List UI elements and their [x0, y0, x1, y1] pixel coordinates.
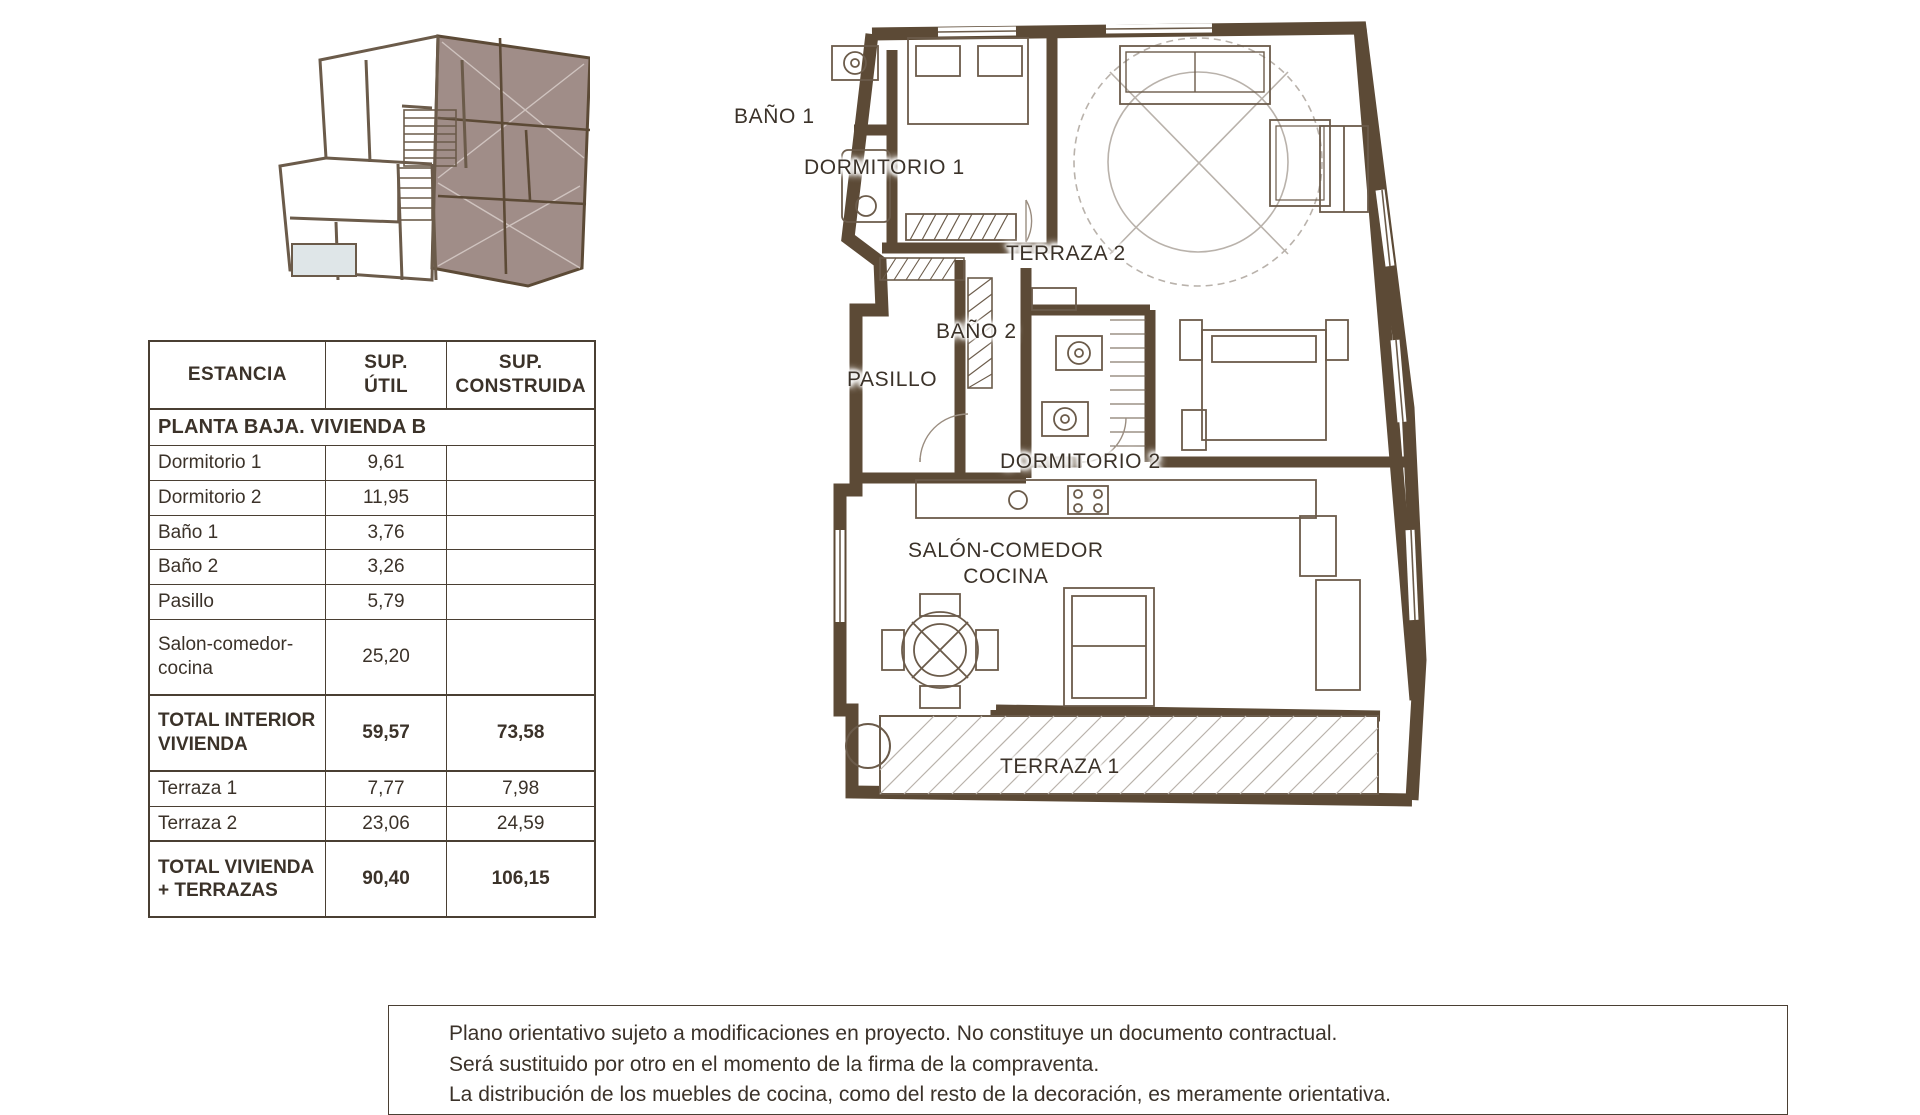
section-title: PLANTA BAJA. VIVIENDA B: [149, 409, 595, 446]
table-section-row: [149, 409, 595, 446]
salon-cocina-furniture: [882, 480, 1360, 708]
room-label-terraza-2: TERRAZA 2: [1006, 242, 1126, 265]
disclaimer-box: [388, 1005, 1788, 1115]
room-label-bano-1: BAÑO 1: [734, 105, 815, 128]
row-construida: [447, 515, 595, 550]
room-label-pasillo: PASILLO: [847, 368, 938, 391]
row-name: Dormitorio 2: [149, 480, 325, 515]
row-util: 23,06: [325, 806, 447, 841]
room-label-dormitorio-1: DORMITORIO 1: [804, 156, 965, 179]
row-util: 5,79: [325, 585, 447, 620]
row-util: 9,61: [325, 446, 447, 481]
row-name: TOTAL VIVIENDA + TERRAZAS: [149, 841, 325, 917]
row-util: 59,57: [325, 695, 447, 771]
room-label-salon-line2: COCINA: [963, 565, 1049, 589]
table-row: [149, 771, 595, 806]
row-construida: [447, 585, 595, 620]
key-plan-svg: [170, 18, 590, 328]
window-lines: [840, 28, 1415, 622]
table-row: [149, 446, 595, 481]
exterior-walls: [840, 28, 1420, 800]
row-construida: [447, 619, 595, 695]
table-row: [149, 806, 595, 841]
header-sup-util: [325, 341, 447, 409]
row-construida: 73,58: [447, 695, 595, 771]
row-construida: 106,15: [447, 841, 595, 917]
table-row: [149, 585, 595, 620]
disclaimer-line-3: La distribución de los muebles de cocina, como del resto de la decoración, es meramente orientativa.: [449, 1083, 1392, 1107]
row-name: TOTAL INTERIOR VIVIENDA: [149, 695, 325, 771]
header-estancia: ESTANCIA: [149, 341, 325, 409]
room-label-bano-2: BAÑO 2: [936, 320, 1017, 343]
row-util: 3,76: [325, 515, 447, 550]
table-row-total: [149, 841, 595, 917]
row-name: Terraza 1: [149, 771, 325, 806]
pasillo-closets: [880, 258, 992, 462]
table-row: [149, 619, 595, 695]
floor-plan: [734, 10, 1600, 830]
areas-table: [148, 340, 596, 918]
table-row-total: [149, 695, 595, 771]
header-sup-construida: [447, 341, 595, 409]
header-sup-construida-line2: CONSTRUIDA: [455, 376, 586, 397]
row-construida: [447, 550, 595, 585]
table-row: [149, 480, 595, 515]
row-util: 7,77: [325, 771, 447, 806]
table-header-row: [149, 341, 595, 409]
row-name: Salon-comedor-cocina: [149, 619, 325, 695]
row-util: 25,20: [325, 619, 447, 695]
row-util: 3,26: [325, 550, 447, 585]
dormitorio-2-furniture: [1180, 126, 1368, 450]
row-name: Baño 1: [149, 515, 325, 550]
disclaimer-line-1: Plano orientativo sujeto a modificaciones en proyecto. No constituye un documento contractual.: [449, 1022, 1338, 1045]
room-label-salon-comedor-cocina: [908, 538, 1104, 591]
header-sup-construida-line1: SUP.: [498, 352, 543, 374]
header-sup-util-line1: SUP.: [364, 352, 408, 374]
window-openings: [840, 28, 1414, 622]
dormitorio-1-furniture: [906, 38, 1032, 242]
table-row: [149, 550, 595, 585]
key-plan: [170, 18, 590, 328]
room-label-salon-line1: SALÓN-COMEDOR: [908, 539, 1104, 562]
key-plan-terrace: [292, 244, 356, 276]
room-label-terraza-1: TERRAZA 1: [1000, 755, 1120, 778]
row-construida: 7,98: [447, 771, 595, 806]
room-label-dormitorio-2: DORMITORIO 2: [1000, 450, 1161, 473]
table-row: [149, 515, 595, 550]
row-construida: [447, 446, 595, 481]
row-util: 90,40: [325, 841, 447, 917]
row-name: Pasillo: [149, 585, 325, 620]
row-construida: [447, 480, 595, 515]
disclaimer-line-2: Será sustituido por otro en el momento de la firma de la compraventa.: [449, 1052, 1100, 1076]
row-construida: 24,59: [447, 806, 595, 841]
row-util: 11,95: [325, 480, 447, 515]
row-name: Terraza 2: [149, 806, 325, 841]
header-sup-util-line2: ÚTIL: [364, 376, 408, 397]
floor-plan-svg: [820, 10, 1600, 830]
row-name: Baño 2: [149, 550, 325, 585]
row-name: Dormitorio 1: [149, 446, 325, 481]
